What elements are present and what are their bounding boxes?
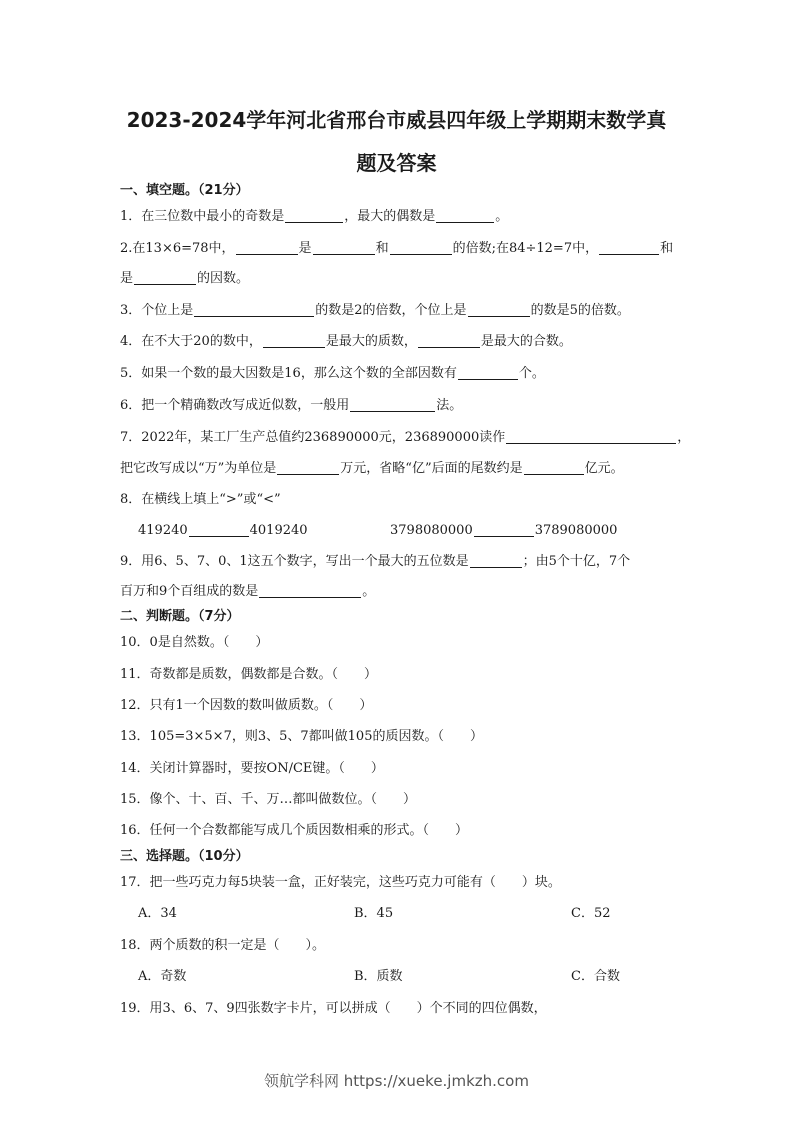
answer-blank[interactable]	[236, 240, 298, 255]
answer-blank[interactable]	[390, 240, 452, 255]
answer-blank[interactable]	[134, 270, 196, 285]
question-15: 15．像个、十、百、千、万…都叫做数位。（ ）	[120, 792, 417, 807]
question-2: 2.在13×6=78中， 是 和 的倍数;在84÷12=7中， 和	[120, 241, 674, 256]
answer-blank[interactable]	[436, 208, 494, 223]
document-title-line-1: 2023-2024学年河北省邢台市威县四年级上学期期末数学真	[126, 108, 667, 132]
question-17-option-a[interactable]: A．34	[138, 906, 177, 921]
question-7-continued: 把它改写成以“万”为单位是 万元，省略“亿”后面的尾数约是 亿元。	[120, 461, 624, 476]
question-1: 1．在三位数中最小的奇数是 ，最大的偶数是 。	[120, 209, 509, 224]
question-18-option-c[interactable]: C．合数	[571, 969, 620, 984]
question-8-compare-1: 419240 4019240	[138, 523, 308, 538]
answer-blank[interactable]	[277, 460, 339, 475]
question-17-option-c[interactable]: C．52	[571, 906, 611, 921]
answer-blank[interactable]	[524, 460, 584, 475]
question-8-compare-2: 3798080000 3789080000	[390, 523, 618, 538]
answer-blank[interactable]	[418, 333, 480, 348]
answer-blank[interactable]	[474, 522, 534, 537]
answer-blank[interactable]	[259, 583, 361, 598]
question-18-option-a[interactable]: A．奇数	[138, 969, 187, 984]
answer-blank[interactable]	[470, 553, 522, 568]
section-fill-in-heading: 一、填空题。（21分）	[120, 183, 249, 198]
question-18-option-b[interactable]: B．质数	[354, 969, 403, 984]
question-17: 17．把一些巧克力每5块装一盒，正好装完，这些巧克力可能有（ ）块。	[120, 875, 561, 890]
answer-blank[interactable]	[458, 365, 518, 380]
answer-blank[interactable]	[599, 240, 659, 255]
question-11: 11．奇数都是质数，偶数都是合数。（ ）	[120, 667, 378, 682]
answer-blank[interactable]	[285, 208, 343, 223]
question-2-continued: 是 的因数。	[120, 271, 250, 286]
question-9: 9．用6、5、7、0、1这五个数字，写出一个最大的五位数是 ；由5个十亿，7个	[120, 554, 631, 569]
answer-blank[interactable]	[189, 522, 249, 537]
question-8: 8．在横线上填上“>”或“<”	[120, 492, 281, 507]
question-5: 5．如果一个数的最大因数是16，那么这个数的全部因数有 个。	[120, 366, 545, 381]
document-title-line-2: 题及答案	[356, 151, 437, 175]
question-17-option-b[interactable]: B．45	[354, 906, 394, 921]
question-13: 13．105=3×5×7，则3、5、7都叫做105的质因数。（ ）	[120, 729, 483, 744]
footer-watermark: 领航学科网 https://xueke.jmkzh.com	[264, 1072, 529, 1090]
answer-blank[interactable]	[506, 429, 676, 444]
answer-blank[interactable]	[313, 240, 375, 255]
question-3: 3．个位上是 的数是2的倍数，个位上是 的数是5的倍数。	[120, 303, 630, 318]
answer-blank[interactable]	[468, 302, 530, 317]
answer-blank[interactable]	[194, 302, 314, 317]
answer-blank[interactable]	[350, 397, 435, 412]
answer-blank[interactable]	[263, 333, 325, 348]
question-19: 19．用3、6、7、9四张数字卡片，可以拼成（ ）个不同的四位偶数，	[120, 1001, 547, 1016]
question-7: 7．2022年，某工厂生产总值约236890000元，236890000读作 ，	[120, 430, 691, 445]
question-6: 6．把一个精确数改写成近似数，一般用 法。	[120, 398, 463, 413]
question-16: 16．任何一个合数都能写成几个质因数相乘的形式。（ ）	[120, 823, 469, 838]
question-12: 12．只有1一个因数的数叫做质数。（ ）	[120, 698, 373, 713]
section-multiple-choice-heading: 三、选择题。（10分）	[120, 849, 249, 864]
question-14: 14．关闭计算器时，要按ON/CE键。（ ）	[120, 761, 384, 776]
section-true-false-heading: 二、判断题。（7分）	[120, 609, 240, 624]
question-4: 4．在不大于20的数中， 是最大的质数， 是最大的合数。	[120, 334, 572, 349]
question-10: 10．0是自然数。（ ）	[120, 635, 269, 650]
question-9-continued: 百万和9个百组成的数是 。	[120, 584, 376, 599]
question-18: 18．两个质数的积一定是（ ）。	[120, 938, 326, 953]
